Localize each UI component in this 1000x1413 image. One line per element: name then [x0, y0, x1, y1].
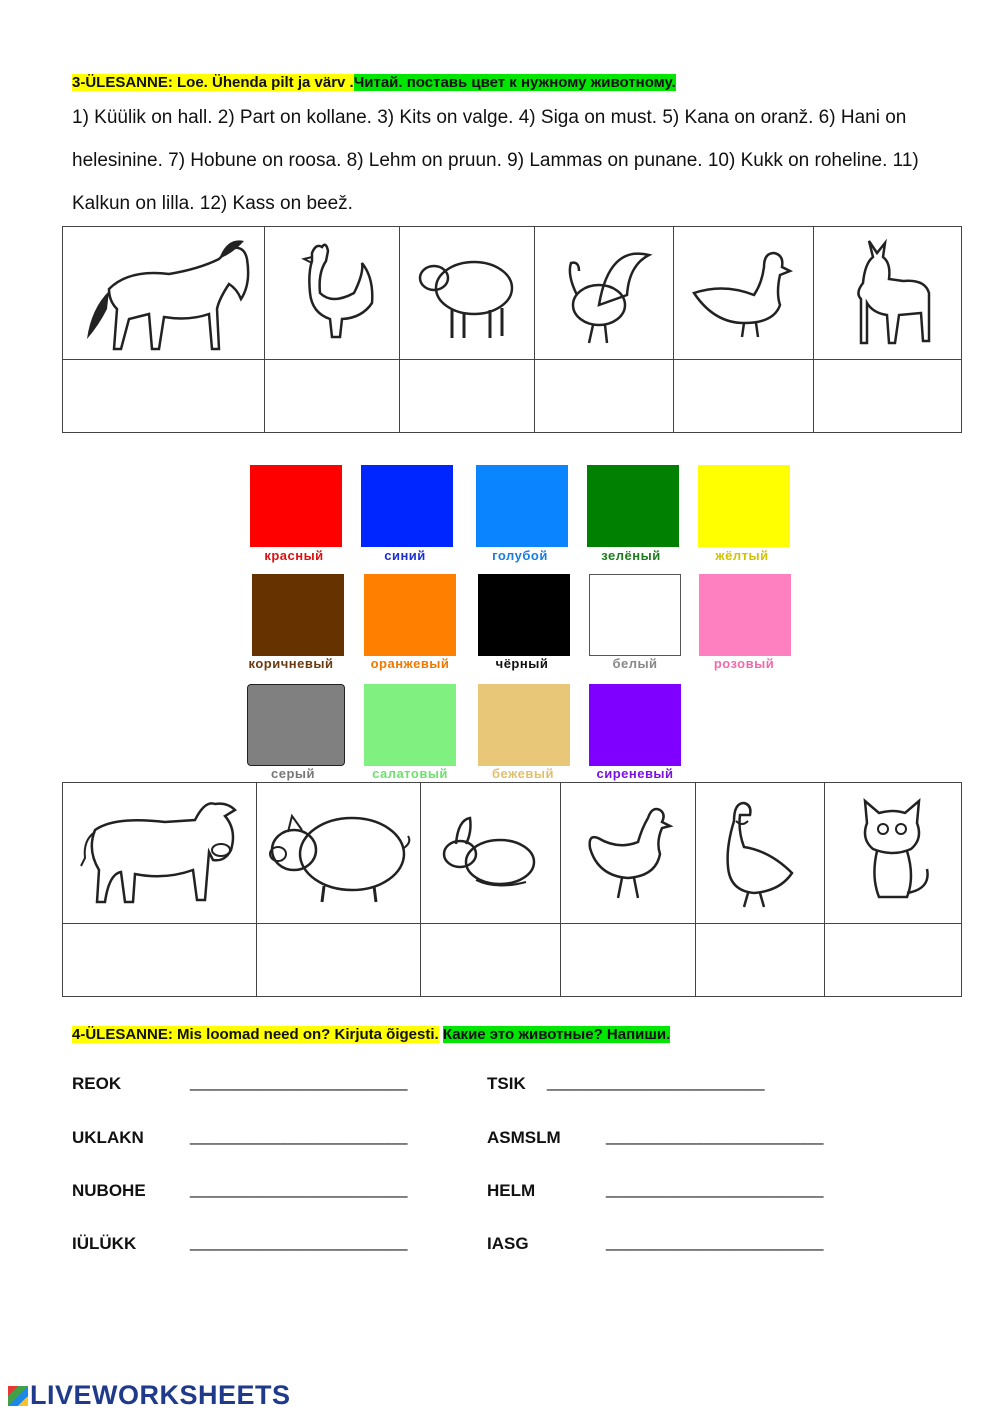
color-swatch[interactable]: [252, 574, 344, 656]
answer-box[interactable]: [400, 360, 535, 433]
duck-cell: [674, 227, 814, 360]
color-label: розовый: [713, 656, 775, 671]
color-label: красный: [264, 548, 324, 563]
goose-picture: [710, 791, 810, 915]
color-label: коричневый: [248, 656, 334, 671]
color-swatch[interactable]: [589, 684, 681, 766]
color-swatch[interactable]: [250, 465, 342, 547]
goat-cell: [814, 227, 962, 360]
color-swatch[interactable]: [476, 465, 568, 547]
color-label: белый: [612, 656, 658, 671]
task3-sentences: 1) Küülik on hall. 2) Part on kollane. 3) Kits on valge. 4) Siga on must. 5) Kana on oranž. 6) Hani on helesinine. 7) Hobune on roosa. 8) Lehm on pruun. 9) Lammas on punane. 10) Kukk on roheline. 11) Kalkun on lilla. 12) Kass on beež.: [72, 107, 919, 214]
answer-box[interactable]: [63, 924, 257, 997]
answer-line[interactable]: _______________________: [606, 1179, 824, 1198]
answer-line[interactable]: _______________________: [190, 1179, 408, 1198]
color-swatch[interactable]: [587, 465, 679, 547]
color-swatch[interactable]: [698, 465, 790, 547]
logo-icon: [8, 1386, 28, 1406]
answer-line[interactable]: _______________________: [190, 1126, 408, 1145]
scrambled-word: HELM: [487, 1181, 536, 1200]
color-label: синий: [384, 548, 426, 563]
logo-text: LIVEWORKSHEETS: [30, 1380, 291, 1410]
scrambled-word: UKLAKN: [72, 1128, 144, 1147]
color-label: чёрный: [495, 656, 549, 671]
answer-line[interactable]: _______________________: [606, 1232, 824, 1251]
rabbit-cell: [421, 783, 561, 924]
color-label: салатовый: [372, 766, 448, 781]
answer-line[interactable]: _______________________: [547, 1072, 765, 1091]
hen-picture: [578, 798, 678, 908]
cow-cell: [63, 783, 257, 924]
sheep-cell: [400, 227, 535, 360]
horse-cell: [63, 227, 265, 360]
answer-box[interactable]: [561, 924, 696, 997]
task4-heading-et: 4-ÜLESANNE: Mis loomad need on? Kirjuta õigesti.: [72, 1026, 439, 1043]
hen-cell: [561, 783, 696, 924]
color-swatch[interactable]: [361, 465, 453, 547]
task4-heading: [72, 1026, 670, 1043]
bottom-animal-table: [62, 782, 962, 997]
task4-heading-ru: Какие это животные? Напиши.: [442, 1026, 671, 1043]
answer-line[interactable]: _______________________: [190, 1072, 408, 1091]
answer-box[interactable]: [696, 924, 825, 997]
color-label: серый: [271, 766, 315, 781]
task3-heading-et: 3-ÜLESANNE: Loe. Ühenda pilt ja värv .: [72, 74, 354, 91]
color-swatch[interactable]: [589, 574, 681, 656]
horse-picture: [69, 229, 259, 357]
task3-heading-ru: Читай. поставь цвет к нужному животному.: [353, 74, 676, 91]
answer-box[interactable]: [63, 360, 265, 433]
rooster-picture: [282, 233, 382, 353]
pig-picture: [264, 798, 414, 908]
color-swatch[interactable]: [364, 684, 456, 766]
scrambled-word: NUBOHE: [72, 1181, 146, 1200]
answer-box[interactable]: [825, 924, 962, 997]
answer-box[interactable]: [421, 924, 561, 997]
color-label: сиреневый: [596, 766, 674, 781]
pig-cell: [257, 783, 421, 924]
rooster-cell: [265, 227, 400, 360]
answer-box[interactable]: [257, 924, 421, 997]
turkey-picture: [549, 235, 659, 351]
answer-line[interactable]: _______________________: [606, 1126, 824, 1145]
color-label: зелёный: [601, 548, 661, 563]
liveworksheets-logo[interactable]: [8, 1380, 291, 1411]
color-label: жёлтый: [715, 548, 769, 563]
scrambled-word: IÜLÜKK: [72, 1234, 137, 1253]
color-swatch[interactable]: [478, 574, 570, 656]
answer-box[interactable]: [265, 360, 400, 433]
answer-line[interactable]: _______________________: [190, 1232, 408, 1251]
duck-picture: [684, 243, 804, 343]
cow-picture: [75, 790, 245, 916]
rabbit-picture: [436, 808, 546, 898]
scrambled-word: TSIK: [487, 1074, 526, 1093]
color-swatch[interactable]: [364, 574, 456, 656]
color-label: оранжевый: [370, 656, 450, 671]
turkey-cell: [535, 227, 674, 360]
color-label: голубой: [492, 548, 548, 563]
answer-box[interactable]: [674, 360, 814, 433]
color-swatch[interactable]: [247, 684, 345, 766]
cat-picture: [843, 793, 943, 913]
scrambled-word: IASG: [487, 1234, 529, 1253]
color-label: бежевый: [492, 766, 554, 781]
cat-cell: [825, 783, 962, 924]
answer-box[interactable]: [814, 360, 962, 433]
top-animal-table: [62, 226, 962, 433]
color-swatch[interactable]: [478, 684, 570, 766]
goat-picture: [833, 233, 943, 353]
answer-box[interactable]: [535, 360, 674, 433]
sheep-picture: [412, 238, 522, 348]
color-swatch[interactable]: [699, 574, 791, 656]
scrambled-word: ASMSLM: [487, 1128, 561, 1147]
task3-heading: [72, 74, 676, 91]
scrambled-word: REOK: [72, 1074, 122, 1093]
goose-cell: [696, 783, 825, 924]
